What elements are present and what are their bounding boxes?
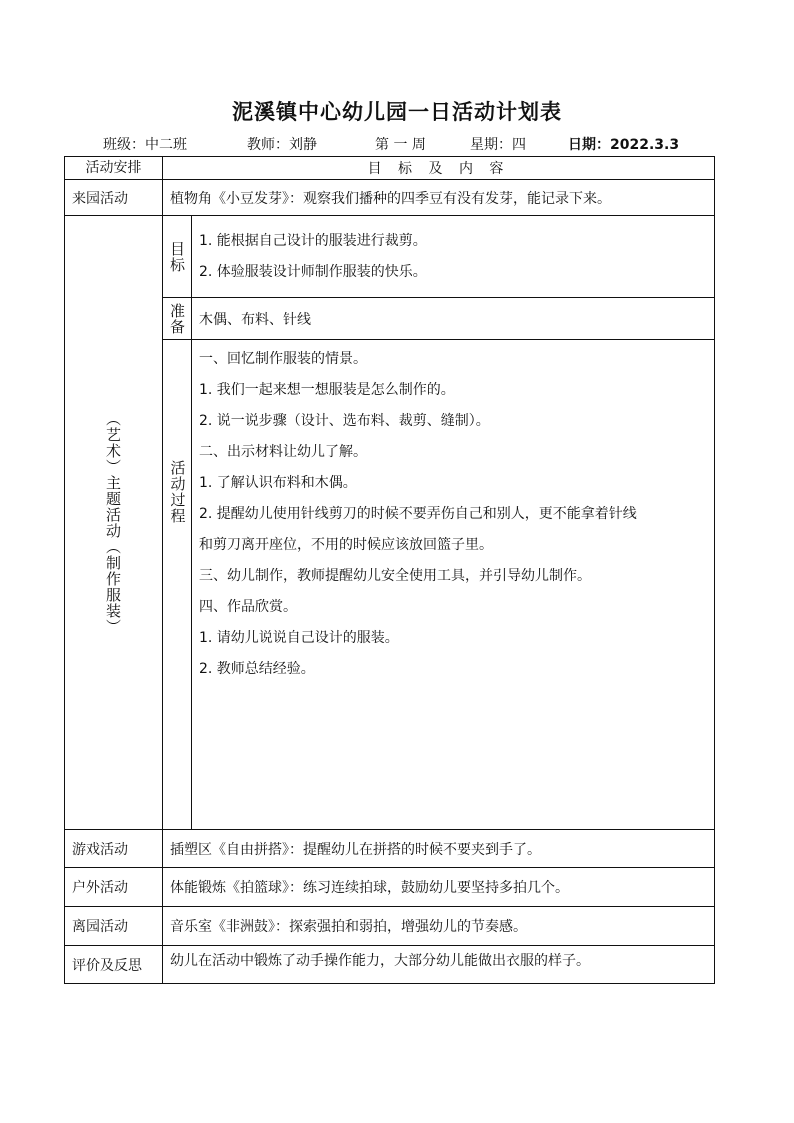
eval-content: 幼儿在活动中锻炼了动手操作能力，大部分幼儿能做出衣服的样子。: [163, 946, 715, 984]
process-line: 三、幼儿制作，教师提醒幼儿安全使用工具，并引导幼儿制作。: [199, 568, 591, 584]
process-line: 2. 教师总结经验。: [199, 661, 315, 677]
process-line: 2. 提醒幼儿使用针线剪刀的时候不要弄伤自己和别人，更不能拿着针线: [199, 506, 637, 522]
theme-label: （艺术）主题活动（制作服装）: [104, 410, 122, 635]
header-arrangement: 活动安排: [65, 157, 163, 180]
activity-plan-table: [64, 156, 715, 984]
goal-item: 1. 能根据自己设计的服装进行裁剪。: [199, 232, 427, 249]
leave-content: 音乐室《非洲鼓》：探索强拍和弱拍，增强幼儿的节奏感。: [163, 907, 715, 946]
week-info: 第 一 周: [375, 137, 426, 153]
class-info: 班级：中二班: [103, 137, 187, 153]
goal-item: 2. 体验服装设计师制作服装的快乐。: [199, 263, 427, 280]
arrival-label: 来园活动: [65, 180, 163, 216]
process-line: 和剪刀离开座位，不用的时候应该放回篮子里。: [199, 537, 493, 553]
leave-label: 离园活动: [65, 907, 163, 946]
goal-label: 目标: [168, 240, 186, 273]
process-line: 一、回忆制作服装的情景。: [199, 351, 367, 367]
eval-label: 评价及反思: [65, 946, 163, 984]
process-label-cell: [163, 340, 192, 830]
process-line: 1. 我们一起来想一想服装是怎么制作的。: [199, 382, 455, 398]
weekday-info: 星期：四: [470, 137, 526, 153]
outdoor-row: [65, 868, 715, 907]
page-title: 泥溪镇中心幼儿园一日活动计划表: [232, 100, 562, 124]
arrival-content: 植物角《小豆发芽》：观察我们播种的四季豆有没有发芽，能记录下来。: [163, 180, 715, 216]
teacher-info: 教师：刘静: [247, 137, 317, 153]
process-line: 四、作品欣赏。: [199, 599, 297, 615]
process-content: [192, 340, 715, 830]
process-line: 1. 了解认识布料和木偶。: [199, 475, 357, 491]
prep-row: [65, 298, 715, 340]
process-line: 1. 请幼儿说说自己设计的服装。: [199, 630, 399, 646]
outdoor-content: 体能锻炼《拍篮球》：练习连续拍球，鼓励幼儿要坚持多拍几个。: [163, 868, 715, 907]
game-label: 游戏活动: [65, 830, 163, 868]
process-line: 2. 说一说步骤（设计、选布料、裁剪、缝制）。: [199, 413, 490, 429]
prep-label-cell: [163, 298, 192, 340]
goal-content: [192, 216, 715, 298]
eval-row: [65, 946, 715, 984]
prep-content: 木偶、布料、针线: [192, 298, 715, 340]
leave-row: [65, 907, 715, 946]
date-info: 日期：2022.3.3: [568, 137, 680, 153]
arrival-row: [65, 180, 715, 216]
theme-label-cell: [65, 216, 163, 830]
process-label: 活动过程: [168, 460, 187, 524]
game-content: 插塑区《自由拼搭》：提醒幼儿在拼搭的时候不要夹到手了。: [163, 830, 715, 868]
process-row: [65, 340, 715, 830]
goal-row: [65, 216, 715, 298]
table-header-row: [65, 157, 715, 180]
process-line: 二、出示材料让幼儿了解。: [199, 444, 367, 460]
prep-label: 准备: [168, 302, 186, 335]
header-content: 目 标 及 内 容: [163, 157, 715, 180]
outdoor-label: 户外活动: [65, 868, 163, 907]
goal-label-cell: [163, 216, 192, 298]
game-row: [65, 830, 715, 868]
